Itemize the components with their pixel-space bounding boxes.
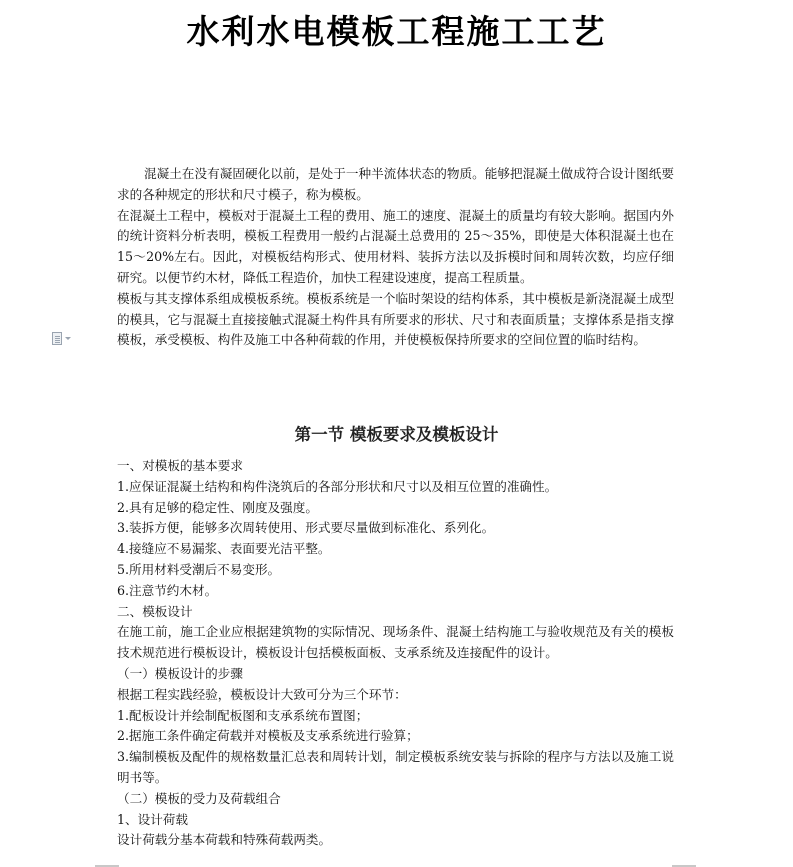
paragraph: 设计荷载分基本荷载和特殊荷载两类。 <box>117 832 332 848</box>
list-item: 2.具有足够的稳定性、刚度及强度。 <box>117 499 318 515</box>
list-item: 5.所用材料受潮后不易变形。 <box>117 561 281 577</box>
intro-section <box>117 164 674 351</box>
list-item: 3.编制模板及配件的规格数量汇总表和周转计划，制定模板系统安装与拆除的程序与方法以及施工说明书等。 <box>117 749 674 785</box>
intro-paragraph: 混凝土在没有凝固硬化以前，是处于一种半流体状态的物质。能够把混凝土做成符合设计图纸要求的各种规定的形状和尺寸模子，称为模板。 <box>117 166 674 202</box>
subheading: （二）模板的受力及荷载组合 <box>117 790 281 806</box>
paragraph: 在施工前，施工企业应根据建筑物的实际情况、现场条件、混凝土结构施工与验收规范及有关的模板技术规范进行模板设计，模板设计包括模板面板、支承系统及连接配件的设计。 <box>117 624 674 661</box>
subheading: （一）模板设计的步骤 <box>117 665 243 681</box>
subheading: 1、设计荷载 <box>117 811 188 827</box>
list-item: 2.据施工条件确定荷载并对模板及支承系统进行验算； <box>117 728 419 744</box>
subheading: 一、对模板的基本要求 <box>117 458 243 473</box>
page-title: 水利水电模板工程施工工艺 <box>186 12 607 51</box>
list-item: 1.配板设计并绘制配板图和支承系统布置图； <box>117 707 369 723</box>
list-item: 6.注意节约木材。 <box>117 582 218 598</box>
intro-paragraph: 模板与其支撑体系组成模板系统。模板系统是一个临时架设的结构体系，其中模板是新浇混凝土成型的模具，它与混凝土直接接触式混凝土构件具有所要求的形状、尺寸和表面质量；支撑体系是指支撑模板，承受模板、构件及施工中各种荷载的作用，并使模板保持所要求的空间位置的临时结构。 <box>117 290 674 348</box>
list-item: 1.应保证混凝土结构和构件浇筑后的各部分形状和尺寸以及相互位置的准确性。 <box>117 478 558 494</box>
page-icon <box>52 332 62 345</box>
chevron-down-icon <box>65 337 71 340</box>
section-heading: 第一节 模板要求及模板设计 <box>294 425 499 444</box>
intro-paragraph: 在混凝土工程中，模板对于混凝土工程的费用、施工的速度、混凝土的质量均有较大影响。据国内外的统计资料分析表明，模板工程费用一般约占混凝土总费用的 25～35%，即使是大体积混凝土也在 15～20%左右。因此，对模板结构形式、使用材料、装拆方法以及拆模时间和周转次数，均应仔细研究。以便节约木材，降低工程造价，加快工程建设速度，提高工程质量。 <box>117 207 674 285</box>
list-item: 4.接缝应不易漏浆、表面要光洁平整。 <box>117 541 331 557</box>
paragraph: 根据工程实践经验，模板设计大致可分为三个环节： <box>117 686 407 702</box>
subheading: 二、模板设计 <box>117 603 193 619</box>
section-body <box>117 456 674 851</box>
list-item: 3.装拆方便，能够多次周转使用、形式要尽量做到标准化、系列化。 <box>117 520 495 536</box>
document-icon[interactable] <box>52 331 76 345</box>
